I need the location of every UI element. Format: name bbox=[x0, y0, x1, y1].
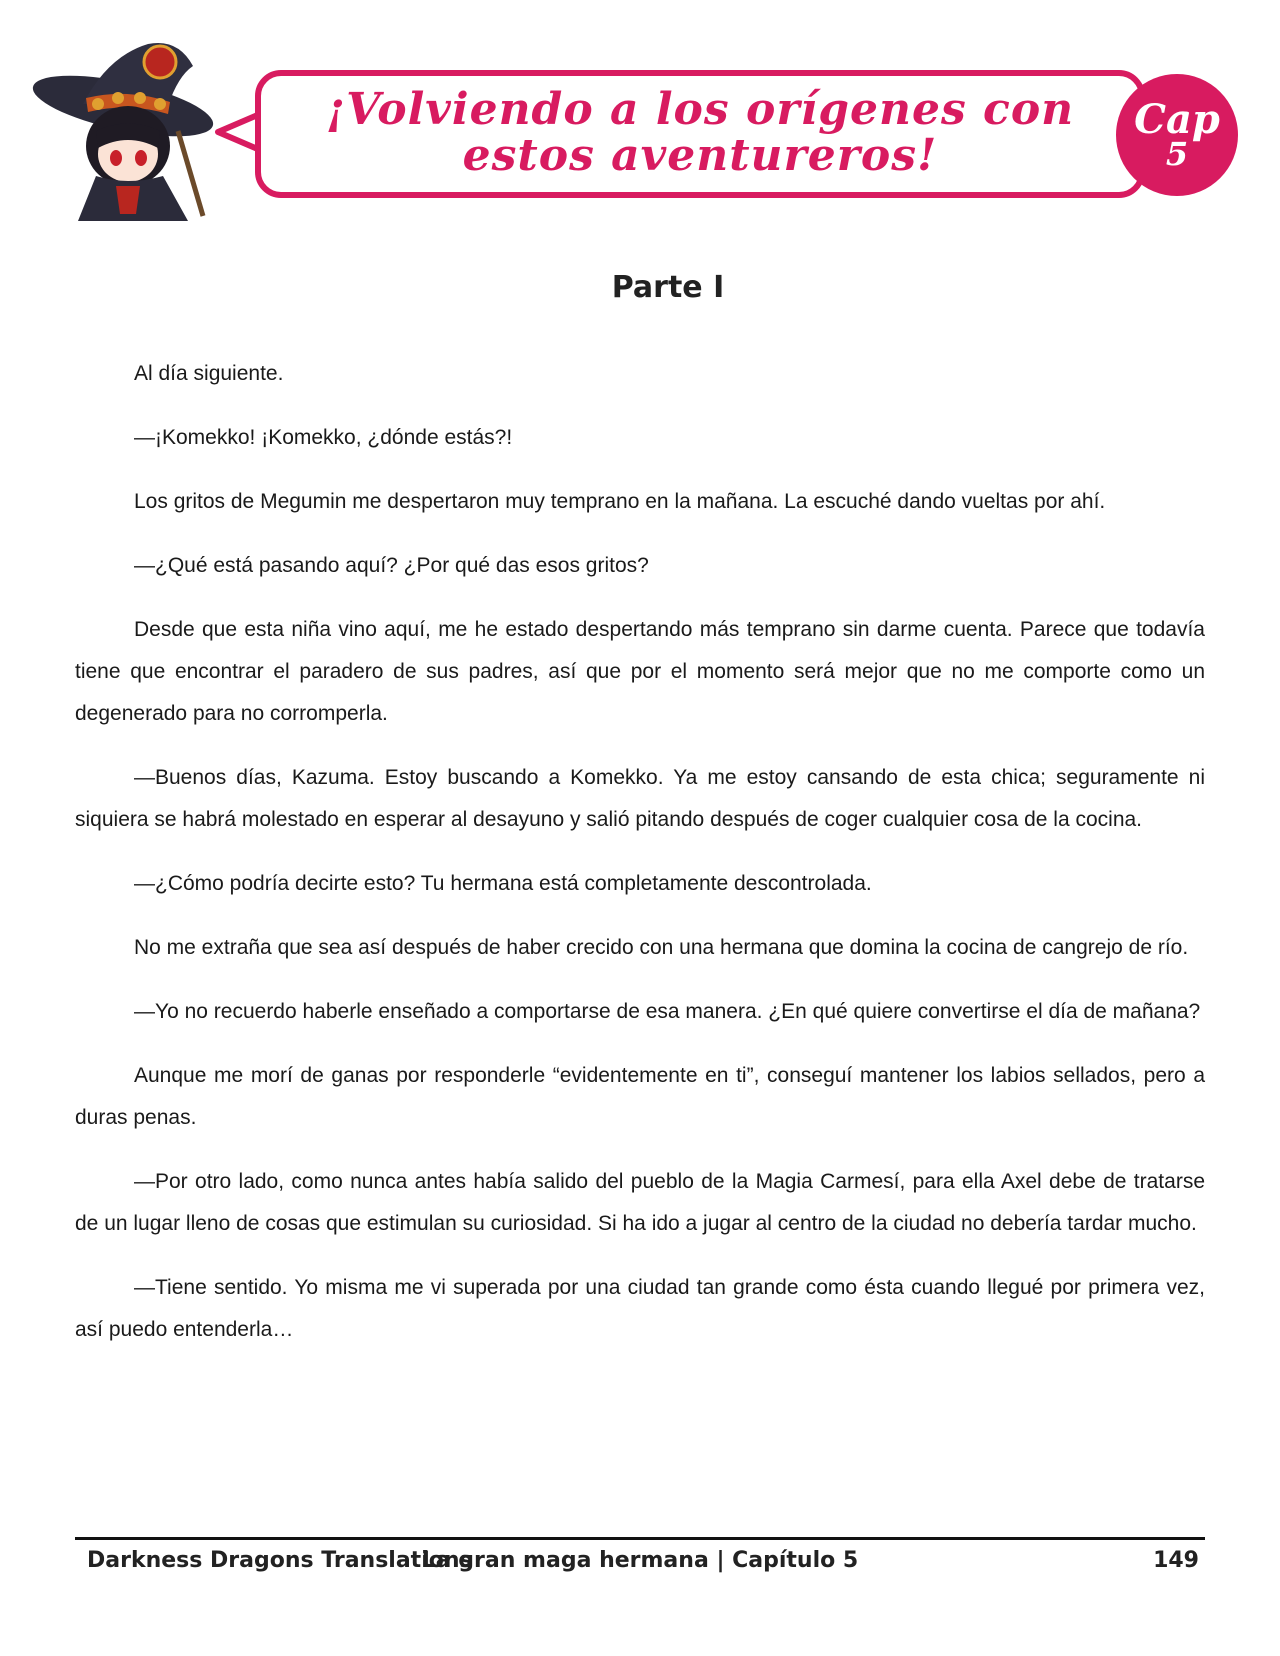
chapter-badge-label: Cap bbox=[1134, 96, 1220, 143]
chapter-badge bbox=[1116, 74, 1238, 196]
page-footer bbox=[75, 1548, 1205, 1584]
chapter-title-line1: ¡Volviendo a los orígenes con bbox=[325, 84, 1075, 135]
footer-translator: Darkness Dragons Translations bbox=[87, 1548, 473, 1573]
paragraph: —¿Qué está pasando aquí? ¿Por qué das esos gritos? bbox=[134, 554, 649, 577]
paragraph: No me extraña que sea así después de haber crecido con una hermana que domina la cocina de cangrejo de río. bbox=[134, 936, 1189, 959]
paragraph: —¡Komekko! ¡Komekko, ¿dónde estás?! bbox=[134, 426, 513, 449]
body-text bbox=[75, 353, 1205, 1373]
witch-mascot-illustration bbox=[28, 36, 228, 226]
paragraph: Aunque me morí de ganas por responderle “evidentemente en ti”, conseguí mantener los labios sellados, pero a duras penas. bbox=[75, 1064, 1205, 1129]
chapter-badge-number: 5 bbox=[1165, 135, 1189, 173]
paragraph: Desde que esta niña vino aquí, me he estado despertando más temprano sin darme cuenta. Parece que todavía tiene que encontrar el paradero de sus padres, así que por el momento será mejor que no me comporte como un degenerado para no corromperla. bbox=[75, 618, 1205, 725]
page-number: 149 bbox=[1153, 1548, 1199, 1573]
chapter-title-line2: estos aventureros! bbox=[462, 130, 938, 181]
paragraph: —Yo no recuerdo haberle enseñado a comportarse de esa manera. ¿En qué quiere convertirse el día de mañana? bbox=[134, 1000, 1201, 1023]
paragraph: —Por otro lado, como nunca antes había salido del pueblo de la Magia Carmesí, para ella Axel debe de tratarse de un lugar lleno de cosas que estimulan su curiosidad. Si ha ido a jugar al centro de la ciudad no debería tardar mucho. bbox=[75, 1170, 1205, 1235]
paragraph: Al día siguiente. bbox=[134, 362, 284, 385]
paragraph: —¿Cómo podría decirte esto? Tu hermana está completamente descontrolada. bbox=[134, 872, 872, 895]
paragraph: Los gritos de Megumin me despertaron muy temprano en la mañana. La escuché dando vueltas por ahí. bbox=[134, 490, 1106, 513]
paragraph: —Tiene sentido. Yo misma me vi superada por una ciudad tan grande como ésta cuando llegué por primera vez, así puedo entenderla… bbox=[75, 1276, 1205, 1341]
section-title: Parte I bbox=[611, 270, 725, 305]
footer-divider bbox=[75, 1537, 1205, 1540]
chapter-title bbox=[270, 78, 1130, 188]
chapter-header bbox=[0, 0, 1280, 230]
footer-book-chapter: La gran maga hermana | Capítulo 5 bbox=[421, 1548, 859, 1573]
paragraph: —Buenos días, Kazuma. Estoy buscando a Komekko. Ya me estoy cansando de esta chica; seguramente ni siquiera se habrá molestado en esperar al desayuno y salió pitando después de coger cualquier cosa de la cocina. bbox=[75, 766, 1205, 831]
